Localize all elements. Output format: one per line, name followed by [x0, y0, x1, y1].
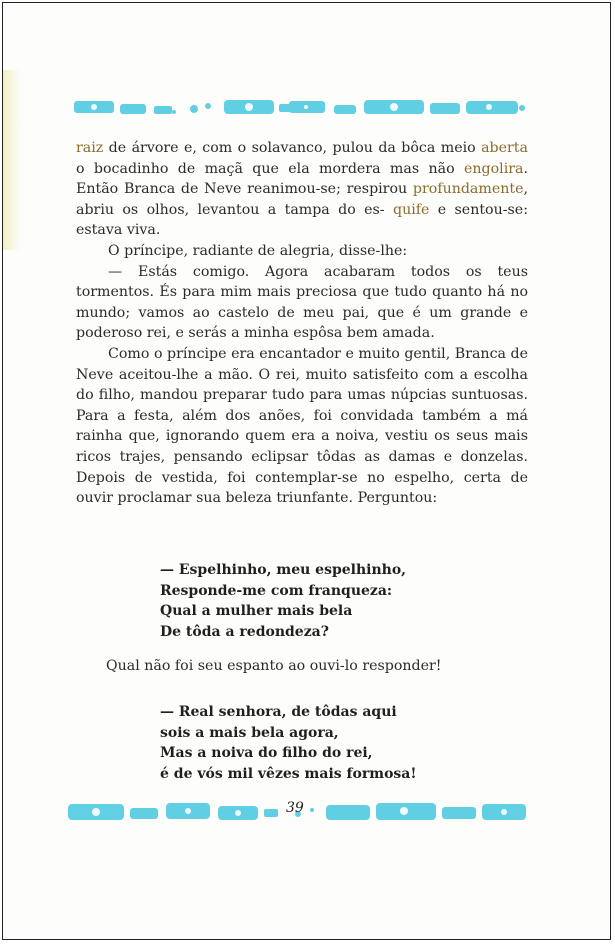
page-number: 39 [286, 800, 304, 816]
line-text: e sentou-se: estava viva. [76, 201, 528, 239]
verse-2 [160, 702, 417, 784]
verse-line: Mas a noiva do filho do rei, [160, 745, 373, 761]
middle-line: Qual não foi seu espanto ao ouvi-lo responder! [106, 658, 442, 674]
story-text [76, 138, 528, 509]
verse-line: — Espelhinho, meu espelhinho, [160, 562, 407, 578]
verse-line: De tôda a redondeza? [160, 623, 329, 640]
page-edge-shadow [3, 70, 21, 250]
verse-line: sois a mais bela agora, [160, 724, 339, 741]
verse-1 [160, 560, 406, 642]
top-ornament-graphic [74, 98, 528, 120]
verse-line: — Real senhora, de tôdas aqui [160, 704, 397, 720]
line-text: de árvore e, com o solavanco, pulou da bôca meio [103, 140, 476, 156]
highlight-word: aberta [481, 140, 528, 156]
verse-line: é de vós mil vêzes mais formosa! [160, 765, 417, 782]
highlight-word: profundamente [412, 181, 524, 198]
highlight-word: engolira [464, 160, 524, 177]
line-text: . Então Branca de Neve reanimou-se; respirou [76, 160, 528, 198]
paragraph-3: — Estás comigo. Agora acabaram todos os teus tormentos. És para mim mais preciosa que tudo quanto há no mundo; vamos ao castelo de meu pai, que é um grande e poderoso rei, e serás a minha espôsa bem amada. [76, 263, 528, 342]
verse-line: Responde-me com franqueza: [160, 582, 393, 599]
highlight-word: raiz [76, 140, 104, 156]
paragraph-4: Como o príncipe era encantador e muito gentil, Branca de Neve aceitou-lhe a mão. O rei, muito satisfeito com a escolha do filho, mandou preparar tudo para umas núpcias suntuosas. Para a festa, além dos anões, foi convidada também a má rainha que, ignorando quem era a noiva, vestiu os seus mais ricos trajes, pensando eclipsar tôdas as damas e donzelas. Depois de vestida, foi contemplar-se no espelho, certa de ouvir proclamar sua beleza triunfante. Perguntou: [76, 345, 528, 507]
verse-line: Qual a mulher mais bela [160, 603, 353, 619]
paragraph-1 [76, 138, 528, 241]
line-text: , abriu os olhos, levantou a tampa do es- [76, 181, 528, 218]
top-ornament-band [74, 98, 528, 120]
paragraph-2: O príncipe, radiante de alegria, disse-lhe: [108, 242, 408, 259]
line-text: o bocadinho de maçã que ela mordera mas não [76, 160, 455, 177]
highlight-word: quife [392, 201, 430, 218]
